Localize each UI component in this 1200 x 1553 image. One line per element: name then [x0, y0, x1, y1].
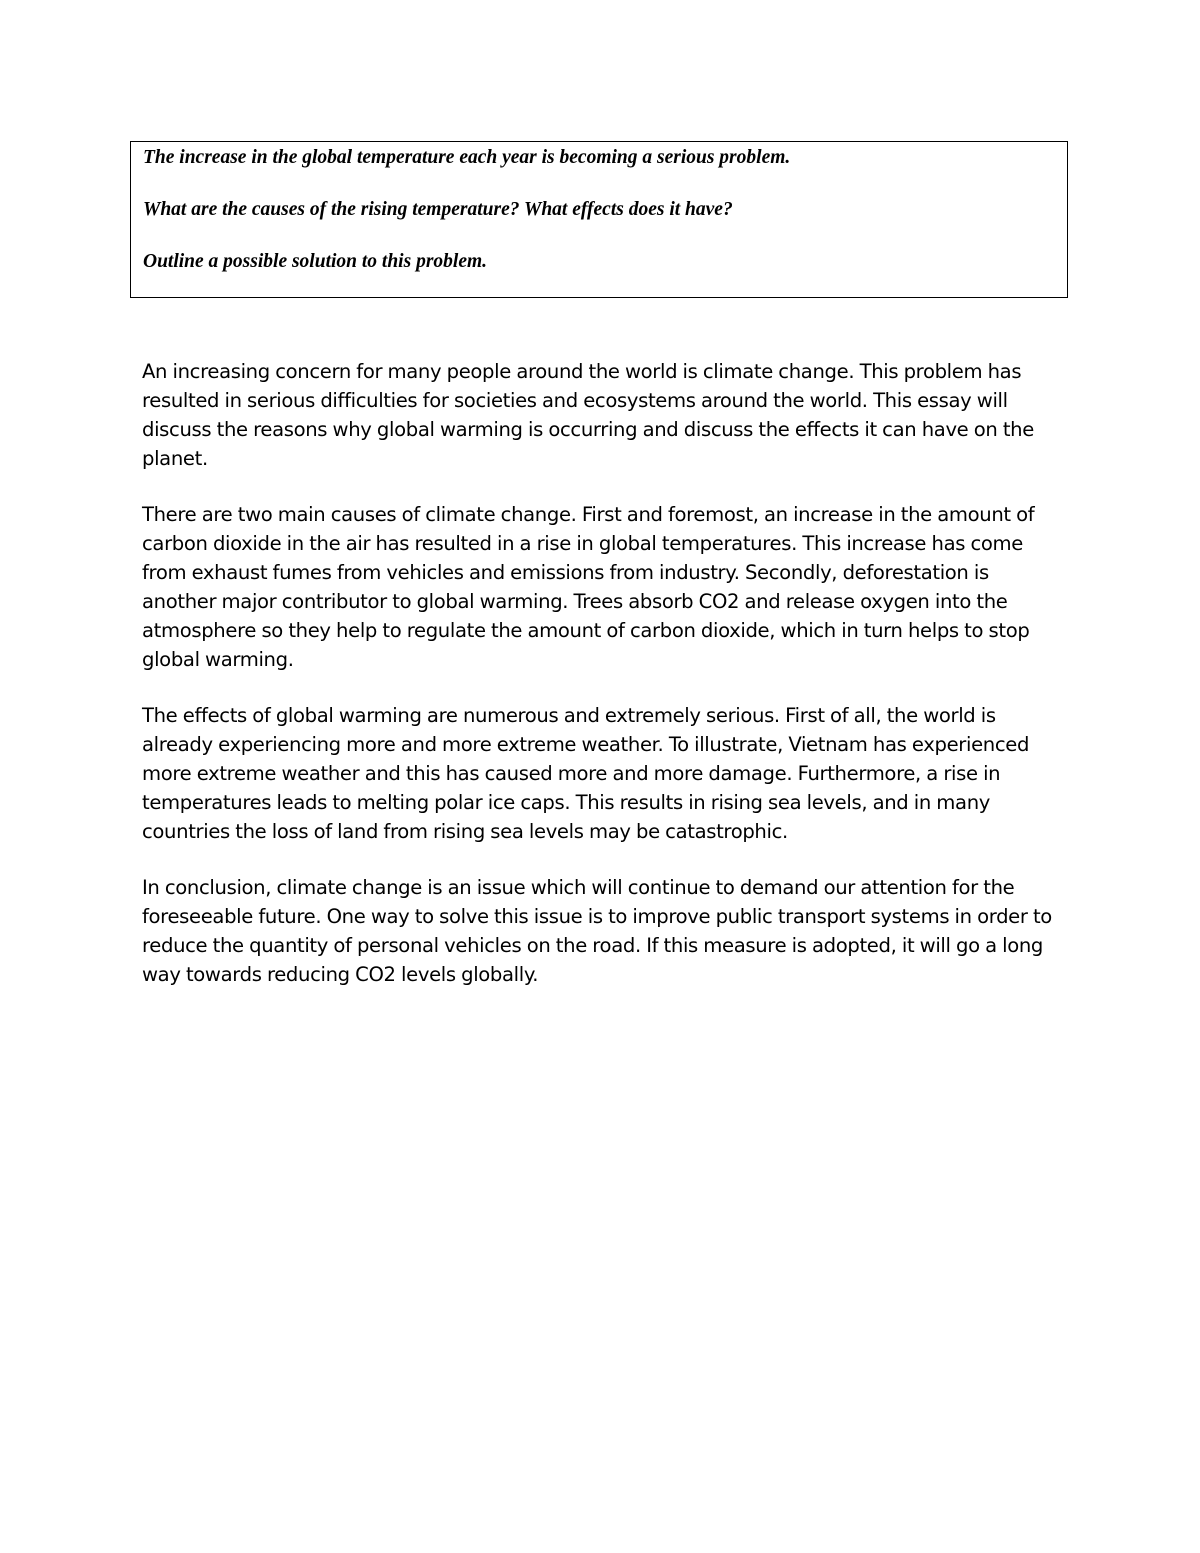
- essay-paragraph-causes: There are two main causes of climate change. First and foremost, an increase in the amount of carbon dioxide in the air has resulted in a rise in global temperatures. This increase has come from exhaust fumes from vehicles and emissions from industry. Secondly, deforestation is another major contributor to global warming. Trees absorb CO2 and release oxygen into the atmosphere so they help to regulate the amount of carbon dioxide, which in turn helps to stop global warming.: [142, 503, 1035, 671]
- prompt-statement: The increase in the global temperature each year is becoming a serious problem.: [143, 147, 791, 168]
- prompt-instruction: Outline a possible solution to this problem.: [143, 251, 488, 272]
- prompt-questions: What are the causes of the rising temperature? What effects does it have?: [143, 199, 733, 220]
- essay-paragraph-effects: The effects of global warming are numerous and extremely serious. First of all, the world is already experiencing more and more extreme weather. To illustrate, Vietnam has experienced more extreme weather and this has caused more and more damage. Furthermore, a rise in temperatures leads to melting polar ice caps. This results in rising sea levels, and in many countries the loss of land from rising sea levels may be catastrophic.: [142, 704, 1030, 843]
- essay-body: [142, 357, 1062, 1016]
- essay-paragraph-conclusion: In conclusion, climate change is an issue which will continue to demand our attention for the foreseeable future. One way to solve this issue is to improve public transport systems in order to reduce the quantity of personal vehicles on the road. If this measure is adopted, it will go a long way towards reducing CO2 levels globally.: [142, 876, 1052, 986]
- essay-prompt-box: [130, 141, 1068, 298]
- essay-paragraph-introduction: An increasing concern for many people around the world is climate change. This problem has resulted in serious difficulties for societies and ecosystems around the world. This essay will discuss the reasons why global warming is occurring and discuss the effects it can have on the planet.: [142, 360, 1034, 470]
